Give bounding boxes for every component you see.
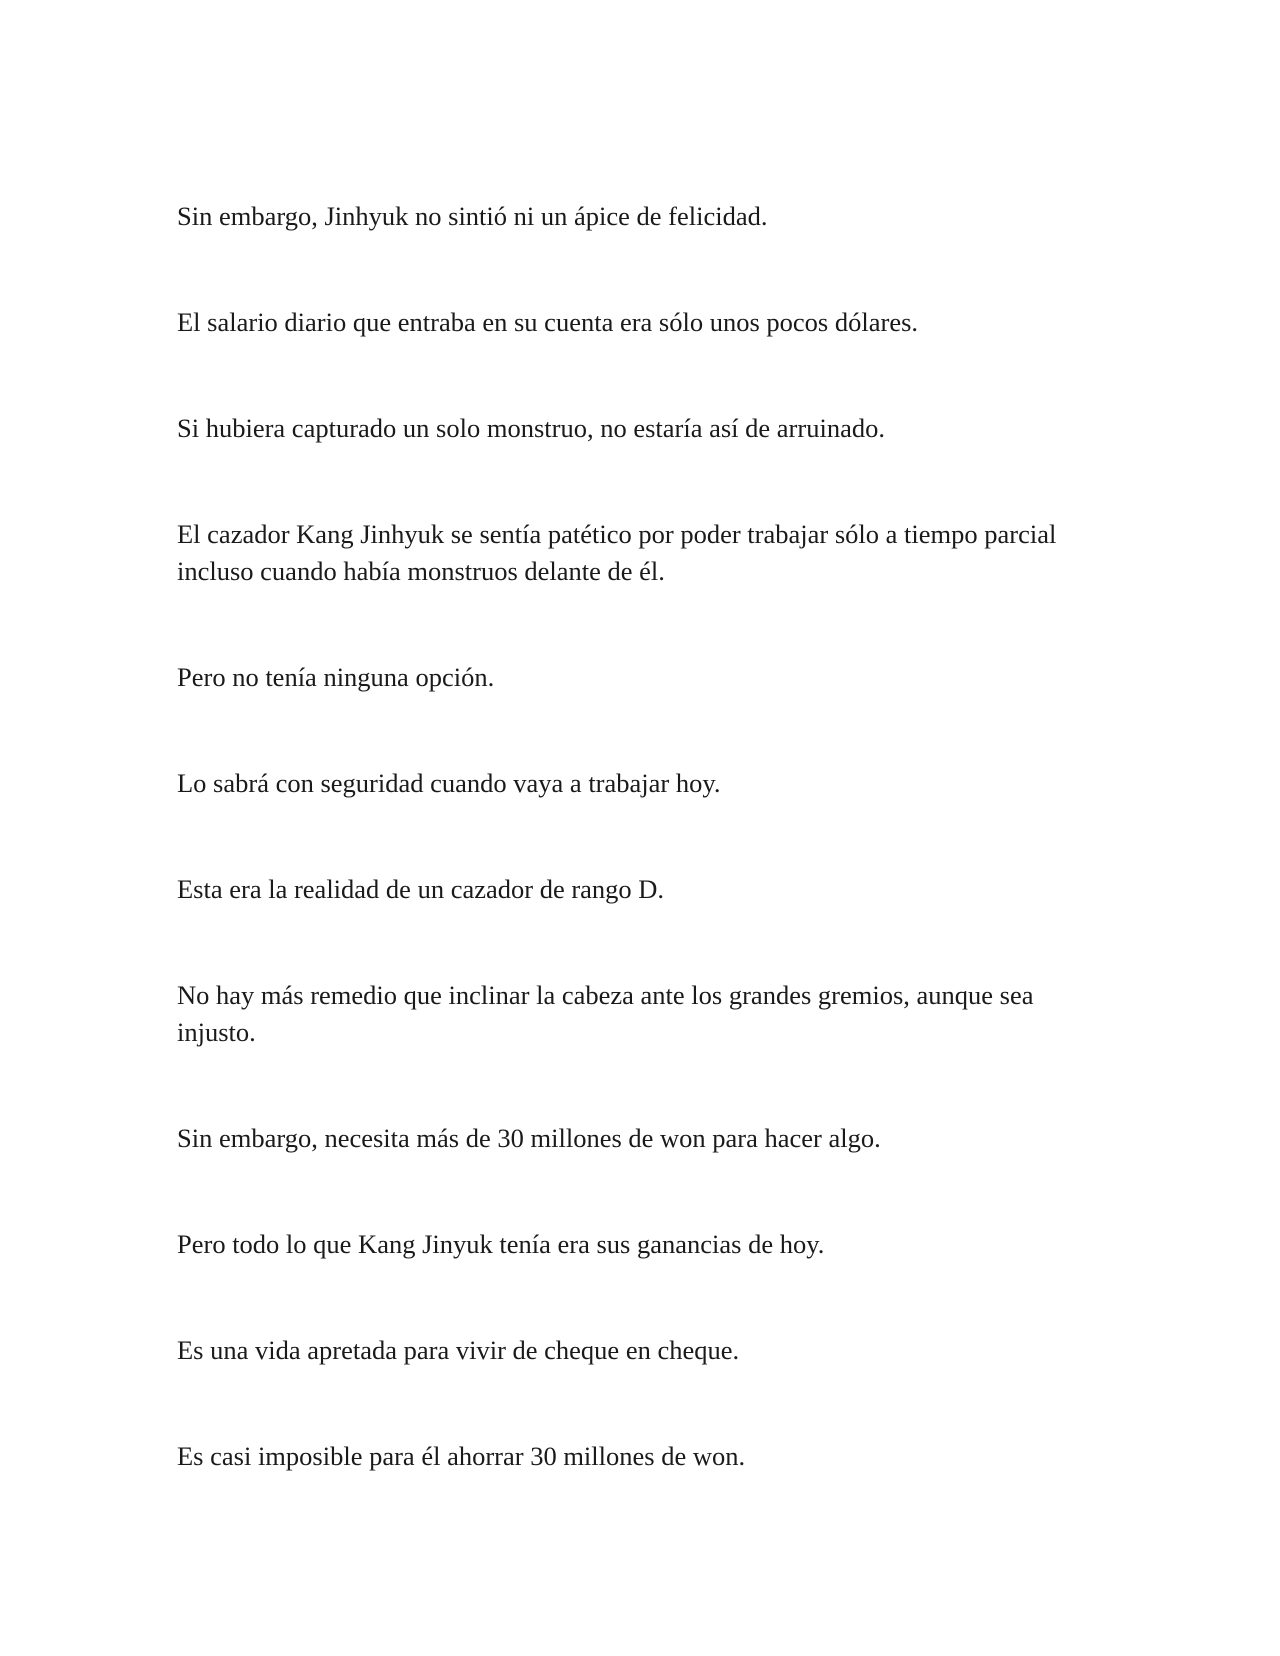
document-body: [177, 198, 1097, 1475]
paragraph: Sin embargo, Jinhyuk no sintió ni un ápice de felicidad.: [177, 201, 768, 231]
paragraph: Es casi imposible para él ahorrar 30 millones de won.: [177, 1441, 746, 1471]
paragraph: Sin embargo, necesita más de 30 millones de won para hacer algo.: [177, 1123, 881, 1153]
paragraph: El salario diario que entraba en su cuenta era sólo unos pocos dólares.: [177, 307, 919, 337]
paragraph: Esta era la realidad de un cazador de rango D.: [177, 874, 665, 904]
paragraph: El cazador Kang Jinhyuk se sentía patético por poder trabajar sólo a tiempo parcial incluso cuando había monstruos delante de él.: [177, 519, 1057, 586]
paragraph: No hay más remedio que inclinar la cabeza ante los grandes gremios, aunque sea injusto.: [177, 980, 1034, 1047]
paragraph: Pero todo lo que Kang Jinyuk tenía era sus ganancias de hoy.: [177, 1229, 825, 1259]
paragraph: Pero no tenía ninguna opción.: [177, 662, 495, 692]
paragraph: Lo sabrá con seguridad cuando vaya a trabajar hoy.: [177, 768, 721, 798]
paragraph: Es una vida apretada para vivir de cheque en cheque.: [177, 1335, 740, 1365]
paragraph: Si hubiera capturado un solo monstruo, no estaría así de arruinado.: [177, 413, 885, 443]
